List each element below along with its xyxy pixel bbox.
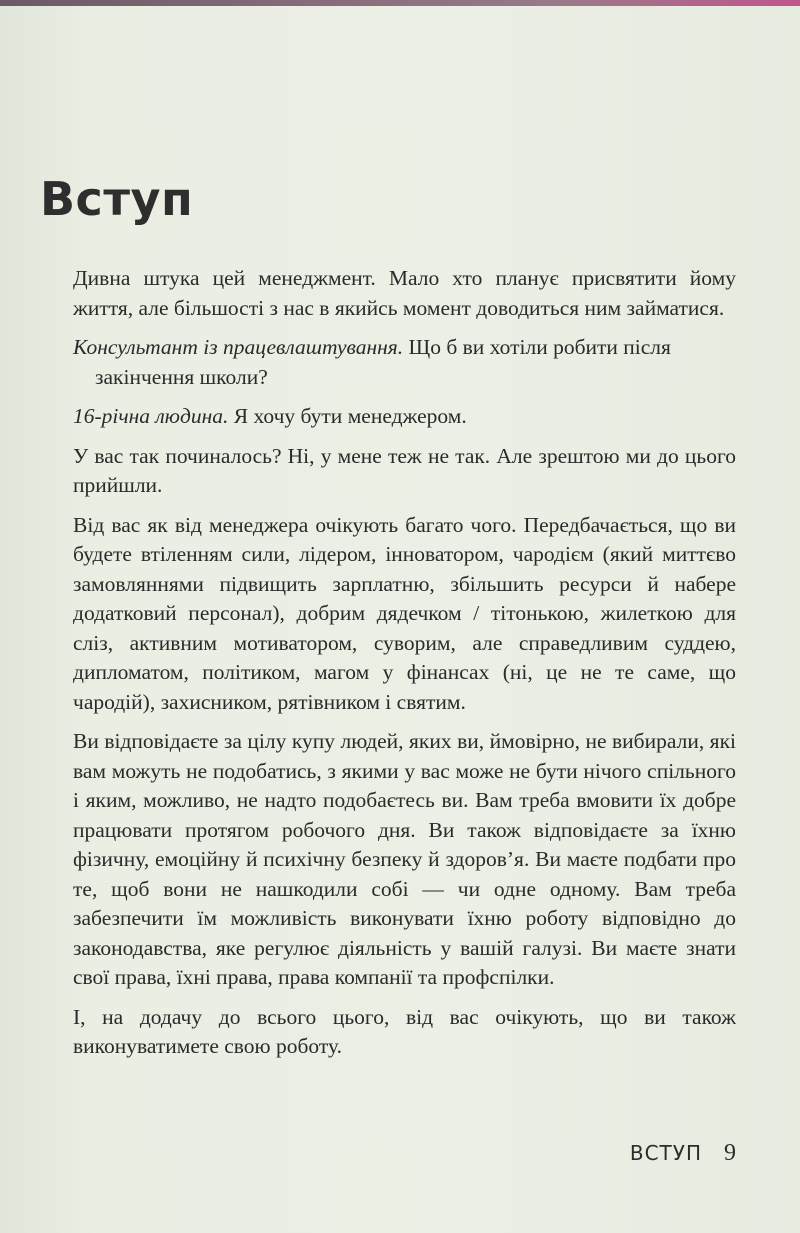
body-text bbox=[73, 264, 736, 1072]
dialog-line bbox=[73, 333, 736, 392]
dialog-speaker: Консультант із працевлаштування. bbox=[73, 335, 404, 359]
dialog-text: Я хочу бути менеджером. bbox=[233, 404, 467, 428]
running-head: ВСТУП bbox=[629, 1141, 702, 1165]
page-footer bbox=[630, 1140, 736, 1167]
dialog-line bbox=[73, 402, 736, 432]
dialog-speaker: 16-річна людина. bbox=[73, 404, 229, 428]
paragraph: Від вас як від менеджера очікують багато чого. Передбачається, що ви будете втіленням сили, лідером, інноватором, чародієм (який миттєво замовляннями підвищить зарплатню, збільшить ресурси й набере додатковий персонал), добрим дядечком / тітонькою, жилеткою для сліз, активним мотиватором, суворим, але справедливим суддею, дипломатом, політиком, магом у фінансах (ні, це не те саме, що чародій), захисником, рятівником і святим. bbox=[73, 512, 736, 714]
page-top-edge bbox=[0, 0, 800, 6]
page-number: 9 bbox=[724, 1140, 736, 1166]
chapter-title: Вступ bbox=[40, 172, 194, 226]
dialog-text: Що б ви хотіли робити після закінчення школи? bbox=[95, 335, 671, 389]
paragraph: Ви відповідаєте за цілу купу людей, яких ви, ймовірно, не вибирали, які вам можуть не подобатись, з якими у вас може не бути нічого спільного і яким, можливо, не надто подобаєтесь ви. Вам треба вмовити їх добре працювати протягом робочого дня. Ви також відповідаєте за їхню фізичну, емоційну й психічну безпеку й здоров’я. Ви маєте подбати про те, щоб вони не нашкодили собі — чи одне одному. Вам треба забезпечити їм можливість виконувати їхню роботу відповідно до законодавства, яке регулює діяльність у вашій галузі. Ви маєте знати свої права, їхні права, права компанії та профспілки. bbox=[73, 729, 736, 989]
paragraph: І, на додачу до всього цього, від вас очікують, що ви також виконуватимете свою роботу. bbox=[73, 1004, 736, 1058]
intro-paragraph: Дивна штука цей менеджмент. Мало хто планує присвятити йому життя, але більшості з нас в якийсь момент доводиться ним займатися. bbox=[73, 266, 736, 320]
paragraph: У вас так починалось? Ні, у мене теж не так. Але зрештою ми до цього прийшли. bbox=[73, 443, 736, 497]
